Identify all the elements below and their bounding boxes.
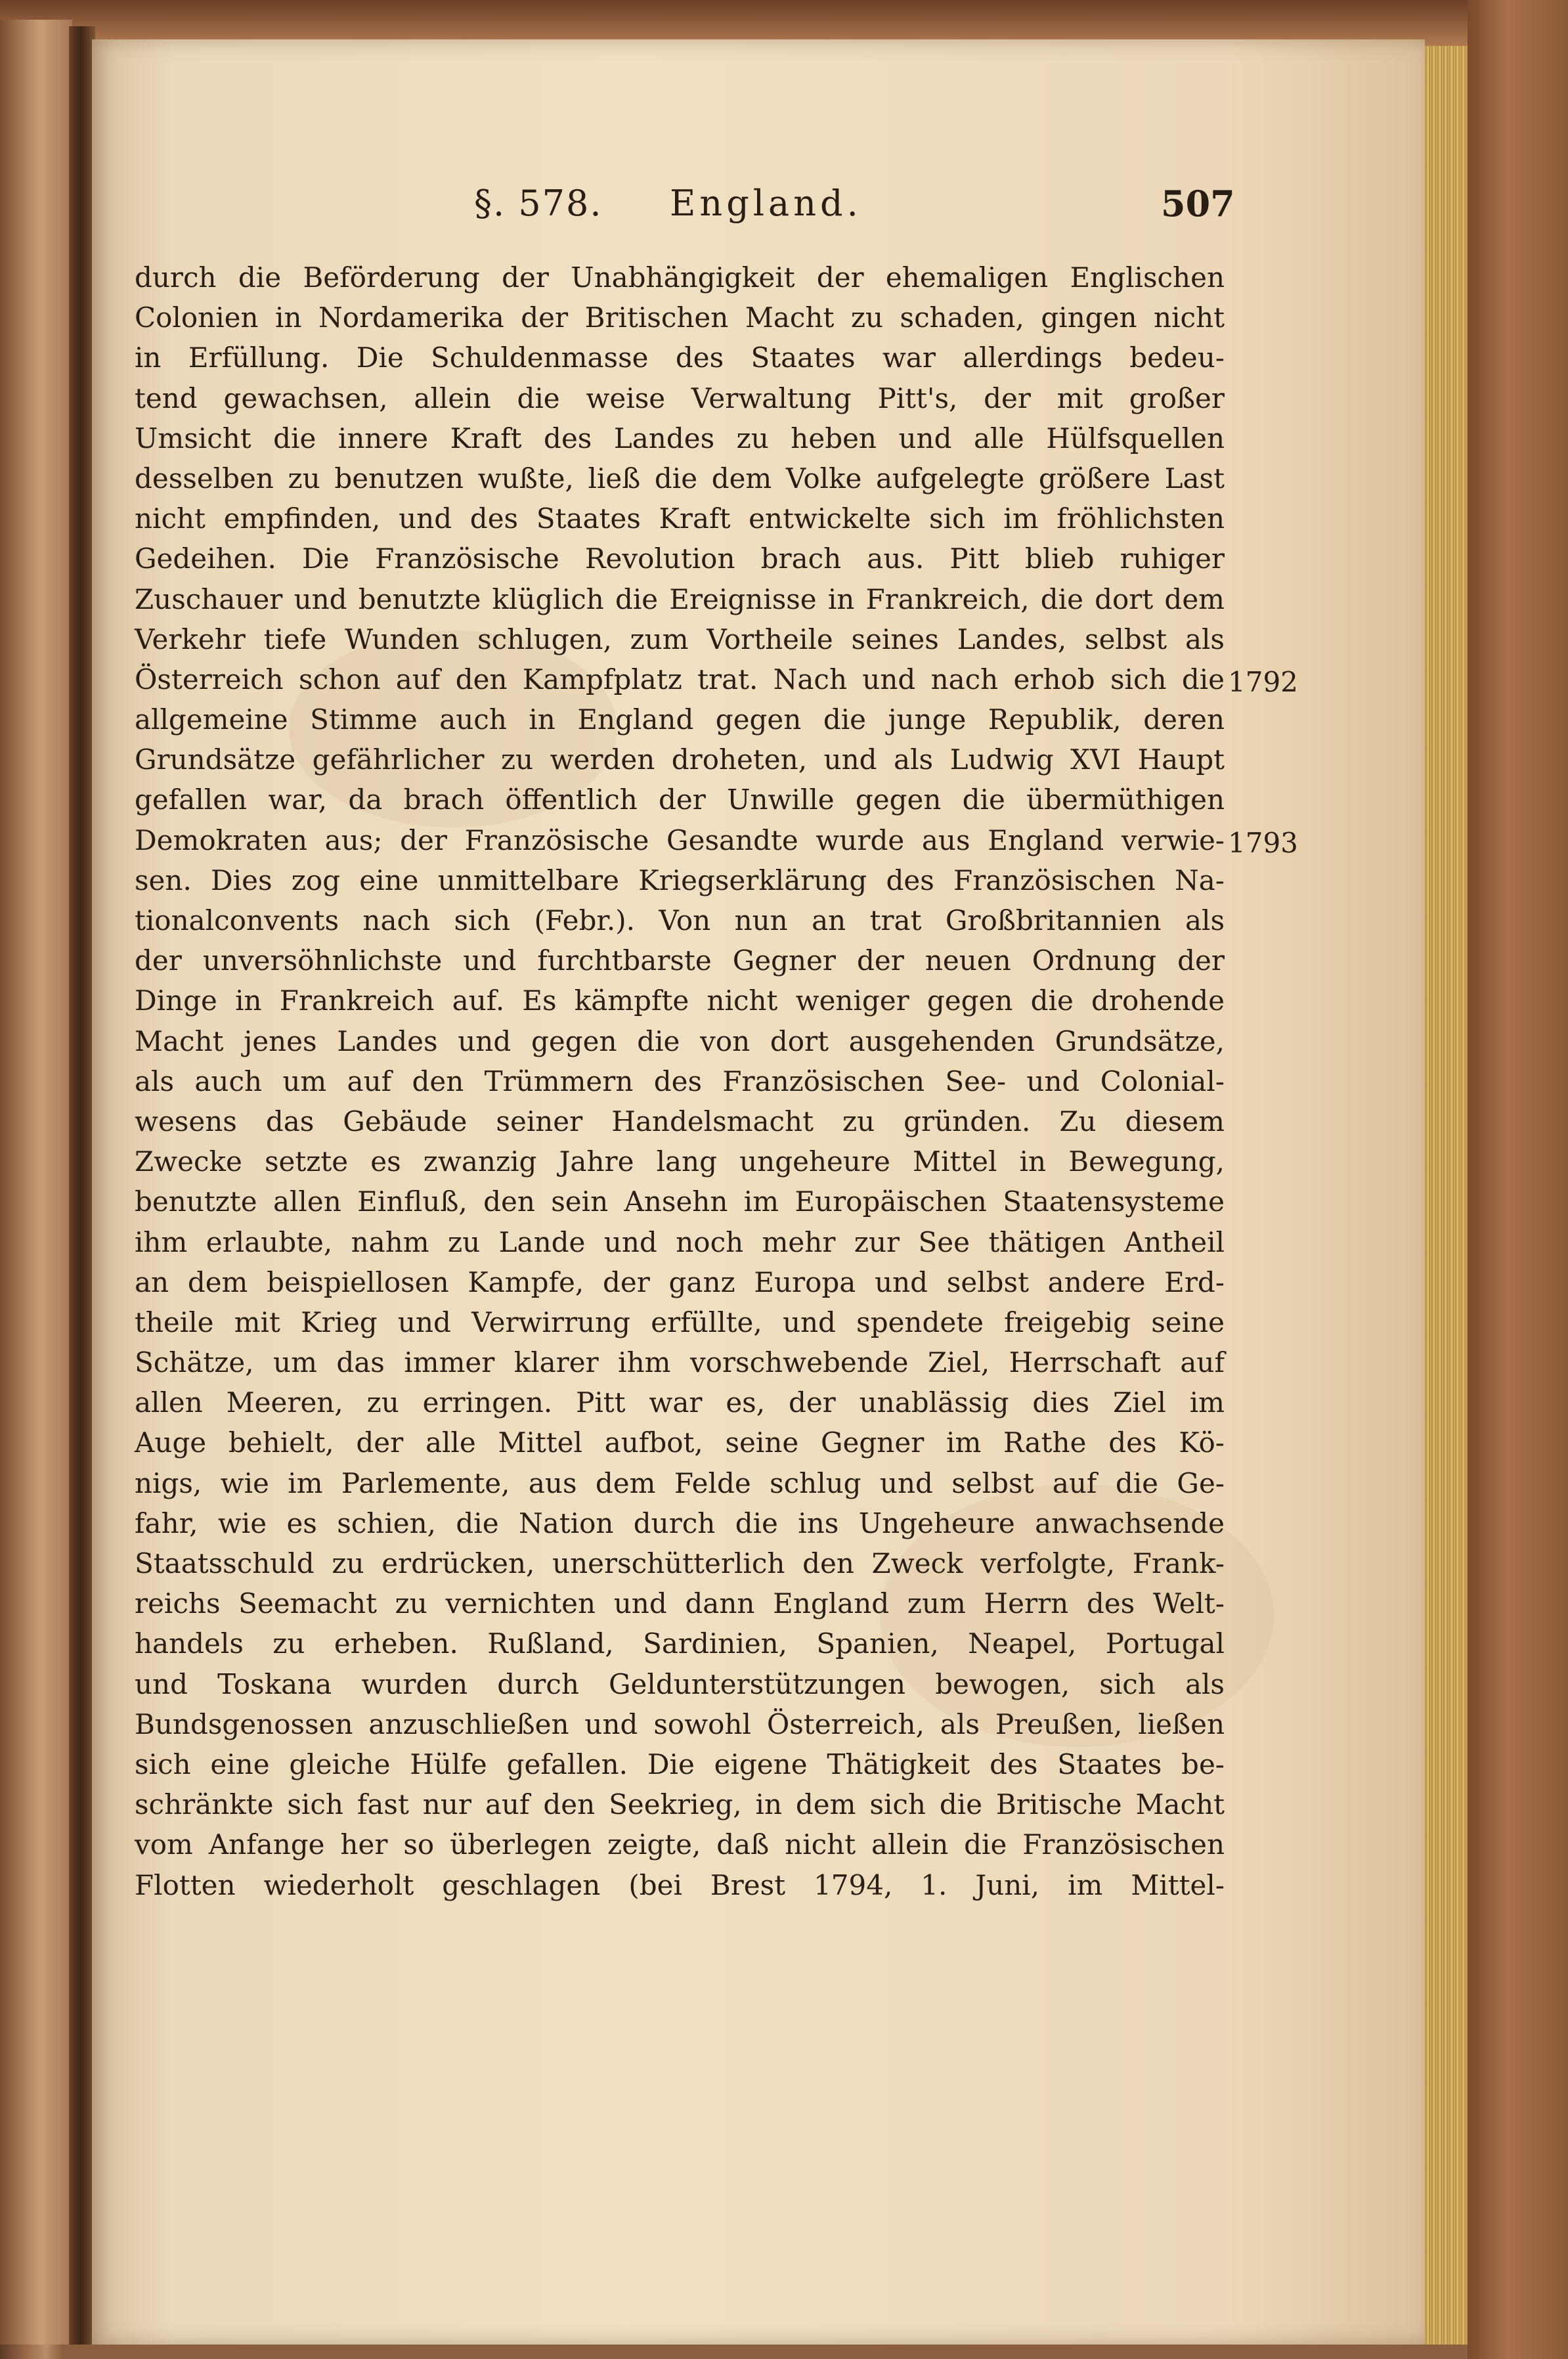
section-number: §. 578.: [474, 183, 603, 224]
chapter-title: England.: [670, 183, 862, 224]
text-line: Staatsschuld zu erdrücken, unerschütterlich den Zweck verfolgte, Frank-: [135, 1547, 1225, 1579]
text-line: nigs, wie im Parlemente, aus dem Felde schlug und selbst auf die Ge-: [135, 1466, 1225, 1499]
text-line: schränkte sich fast nur auf den Seekrieg, in dem sich die Britische Macht: [135, 1788, 1225, 1821]
text-line: Demokraten aus; der Französische Gesandte wurde aus England verwie-: [135, 824, 1225, 856]
text-line: Grundsätze gefährlicher zu werden droheten, und als Ludwig XVI Haupt: [135, 743, 1225, 776]
text-line: sich eine gleiche Hülfe gefallen. Die eigene Thätigkeit des Staates be-: [135, 1748, 1225, 1780]
text-line: tend gewachsen, allein die weise Verwaltung Pitt's, der mit großer: [135, 382, 1225, 414]
book-cover-right: [1468, 0, 1568, 2359]
text-line: Colonien in Nordamerika der Britischen Macht zu schaden, gingen nicht: [135, 301, 1225, 334]
text-line: nicht empfinden, und des Staates Kraft entwickelte sich im fröhlichsten: [135, 502, 1225, 535]
body-text: [135, 257, 1225, 1905]
text-line: Bundsgenossen anzuschließen und sowohl Österreich, als Preußen, ließen: [135, 1708, 1225, 1740]
text-line: Auge behielt, der alle Mittel aufbot, seine Gegner im Rathe des Kö-: [135, 1426, 1225, 1459]
text-line: fahr, wie es schien, die Nation durch die ins Ungeheure anwachsende: [135, 1507, 1225, 1539]
text-line: Dinge in Frankreich auf. Es kämpfte nicht weniger gegen die drohende: [135, 984, 1225, 1017]
text-line: Schätze, um das immer klarer ihm vorschwebende Ziel, Herrschaft auf: [135, 1346, 1225, 1379]
text-line: Gedeihen. Die Französische Revolution brach aus. Pitt blieb ruhiger: [135, 542, 1225, 575]
text-line: benutzte allen Einfluß, den sein Ansehn im Europäischen Staatensysteme: [135, 1185, 1225, 1218]
text-line: und Toskana wurden durch Geldunterstützungen bewogen, sich als: [135, 1667, 1225, 1700]
text-line: in Erfüllung. Die Schuldenmasse des Staates war allerdings bedeu-: [135, 342, 1225, 374]
page-number: 507: [1161, 183, 1235, 225]
text-line: ihm erlaubte, nahm zu Lande und noch mehr zur See thätigen Antheil: [135, 1225, 1225, 1258]
text-line: handels zu erheben. Rußland, Sardinien, Spanien, Neapel, Portugal: [135, 1627, 1225, 1660]
text-line: Verkehr tiefe Wunden schlugen, zum Vortheile seines Landes, selbst als: [135, 623, 1225, 655]
text-line: Österreich schon auf den Kampfplatz trat. Nach und nach erhob sich die: [135, 663, 1225, 695]
book-gutter: [69, 26, 95, 2345]
marginal-year: 1793: [1228, 826, 1298, 859]
text-line: Zwecke setzte es zwanzig Jahre lang ungeheure Mittel in Bewegung,: [135, 1145, 1225, 1178]
text-line: Macht jenes Landes und gegen die von dort ausgehenden Grundsätze,: [135, 1025, 1225, 1057]
running-header: [92, 183, 1425, 235]
text-line: gefallen war, da brach öffentlich der Unwille gegen die übermüthigen: [135, 783, 1225, 816]
text-line: Umsicht die innere Kraft des Landes zu heben und alle Hülfsquellen: [135, 422, 1225, 454]
text-line: desselben zu benutzen wußte, ließ die dem Volke aufgelegte größere Last: [135, 462, 1225, 495]
text-line: der unversöhnlichste und furchtbarste Gegner der neuen Ordnung der: [135, 944, 1225, 977]
text-line: an dem beispiellosen Kampfe, der ganz Europa und selbst andere Erd-: [135, 1266, 1225, 1298]
text-line: sen. Dies zog eine unmittelbare Kriegserklärung des Französischen Na-: [135, 864, 1225, 896]
text-line: allgemeine Stimme auch in England gegen die junge Republik, deren: [135, 703, 1225, 736]
text-line: wesens das Gebäude seiner Handelsmacht zu gründen. Zu diesem: [135, 1105, 1225, 1137]
text-line: Flotten wiederholt geschlagen (bei Brest 1794, 1. Juni, im Mittel-: [135, 1868, 1225, 1901]
text-line: Zuschauer und benutzte klüglich die Ereignisse in Frankreich, die dort dem: [135, 583, 1225, 615]
left-page-edge: [0, 20, 72, 2345]
text-line: theile mit Krieg und Verwirrung erfüllte, und spendete freigebig seine: [135, 1306, 1225, 1338]
text-line: vom Anfange her so überlegen zeigte, daß nicht allein die Französischen: [135, 1828, 1225, 1861]
text-line: reichs Seemacht zu vernichten und dann England zum Herrn des Welt-: [135, 1587, 1225, 1620]
text-line: durch die Beförderung der Unabhängigkeit der ehemaligen Englischen: [135, 261, 1225, 294]
text-line: als auch um auf den Trümmern des Französischen See- und Colonial-: [135, 1065, 1225, 1097]
gilt-page-edges: [1418, 46, 1471, 2345]
marginal-year: 1792: [1228, 666, 1298, 698]
text-line: allen Meeren, zu erringen. Pitt war es, der unablässig dies Ziel im: [135, 1386, 1225, 1419]
text-line: tionalconvents nach sich (Febr.). Von nun an trat Großbritannien als: [135, 904, 1225, 937]
